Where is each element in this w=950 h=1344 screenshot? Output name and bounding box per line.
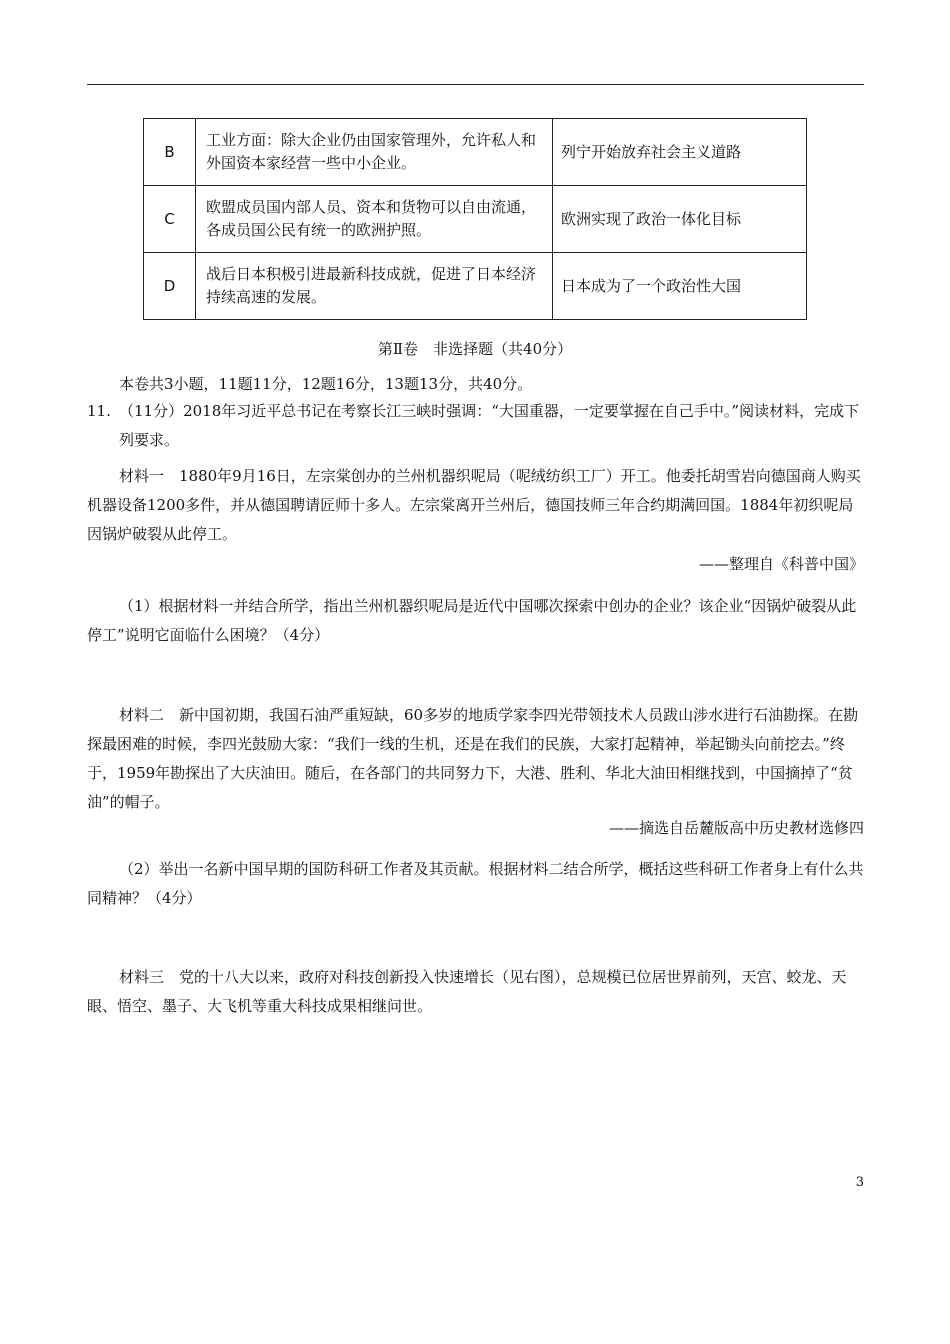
table-row (144, 119, 807, 186)
material-1-source: ——整理自《科普中国》 (698, 555, 864, 573)
question-number: 11. (87, 402, 111, 420)
table-row (144, 253, 807, 320)
option-description: 欧盟成员国内部人员、资本和货物可以自由流通，各成员国公民有统一的欧洲护照。 (196, 186, 553, 253)
material-2-source: ——摘选自岳麓版高中历史教材选修四 (608, 819, 864, 837)
option-conclusion: 日本成为了一个政治性大国 (553, 253, 807, 320)
option-letter: C (144, 186, 196, 253)
material-3: 材料三 党的十八大以来，政府对科技创新投入快速增长（见右图），总规模已位居世界前列，天宫、蛟龙、天眼、悟空、墨子、大飞机等重大科技成果相继问世。 (87, 968, 847, 1015)
section-intro: 本卷共3小题，11题11分，12题16分，13题13分，共40分。 (119, 375, 533, 393)
page-number: 3 (855, 1175, 864, 1190)
option-letter: B (144, 119, 196, 186)
option-description: 工业方面：除大企业仍由国家管理外，允许私人和外国资本家经营一些中小企业。 (196, 119, 553, 186)
material-1: 材料一 1880年9月16日，左宗棠创办的兰州机器织呢局（呢绒纺织工厂）开工。他委托胡雪岩向德国商人购买机器设备1200多件，并从德国聘请匠师十多人。左宗棠离开兰州后，德国技师三年合约期满回国。1884年初织呢局因锅炉破裂从此停工。 (87, 467, 861, 543)
sub-question-2: （2）举出一名新中国早期的国防科研工作者及其贡献。根据材料二结合所学，概括这些科研工作者身上有什么共同精神？（4分） (87, 860, 864, 907)
sub-question-1: （1）根据材料一并结合所学，指出兰州机器织呢局是近代中国哪次探索中创办的企业？该企业“因锅炉破裂从此停工”说明它面临什么困境？（4分） (87, 597, 857, 644)
question-stem: （11分）2018年习近平总书记在考察长江三峡时强调：“大国重器，一定要掌握在自己手中。”阅读材料，完成下列要求。 (119, 402, 860, 449)
material-2: 材料二 新中国初期，我国石油严重短缺，60多岁的地质学家李四光带领技术人员跋山涉水进行石油勘探。在勘探最困难的时候，李四光鼓励大家：“我们一线的生机，还是在我们的民族，大家打起精神，举起锄头向前挖去。”终于，1959年勘探出了大庆油田。随后，在各部门的共同努力下，大港、胜利、华北大油田相继找到，中国摘掉了“贫油”的帽子。 (87, 706, 859, 811)
option-conclusion: 欧洲实现了政治一体化目标 (553, 186, 807, 253)
option-letter: D (144, 253, 196, 320)
options-table (143, 118, 807, 320)
option-conclusion: 列宁开始放弃社会主义道路 (553, 119, 807, 186)
question-11 (87, 397, 864, 455)
option-description: 战后日本积极引进最新科技成就，促进了日本经济持续高速的发展。 (196, 253, 553, 320)
section-title: 第Ⅱ卷 非选择题（共40分） (377, 340, 573, 358)
header-rule (87, 84, 864, 85)
table-row (144, 186, 807, 253)
